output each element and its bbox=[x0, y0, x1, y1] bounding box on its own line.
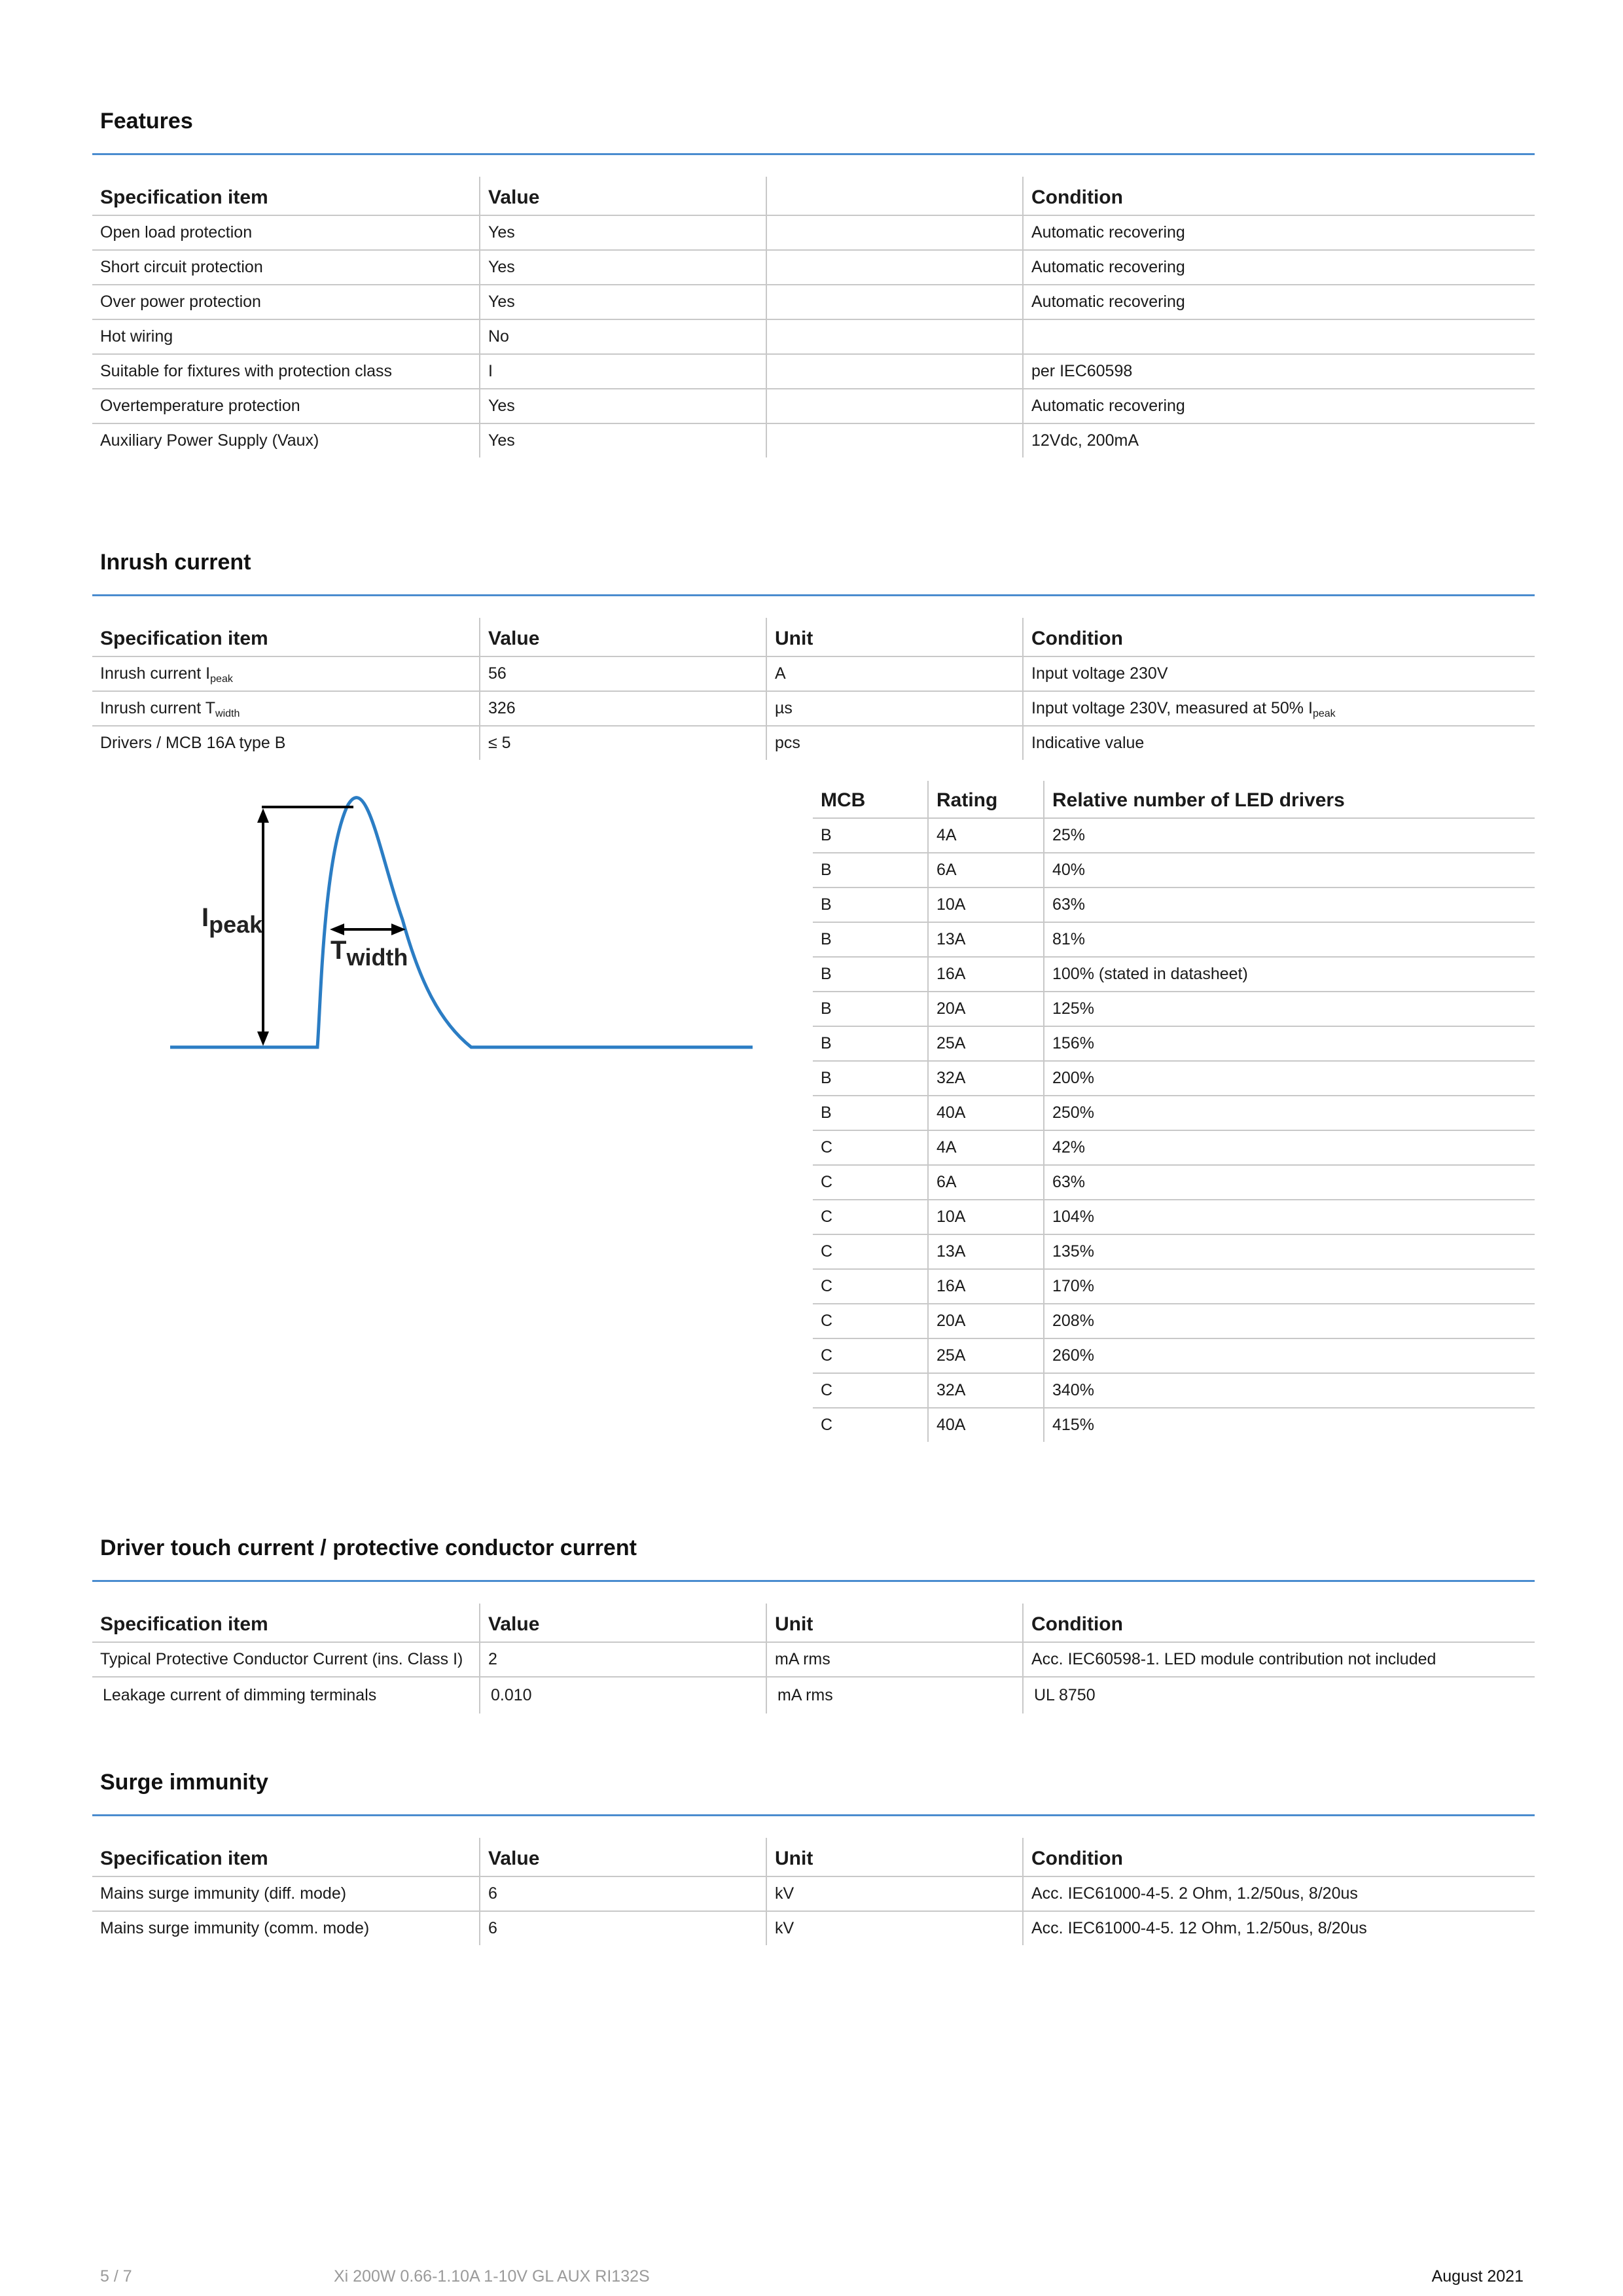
table-row bbox=[92, 726, 1535, 760]
peak-label-main: I bbox=[202, 903, 209, 932]
table-cell: Overtemperature protection bbox=[92, 389, 480, 423]
mcb-table bbox=[813, 781, 1535, 1442]
table-cell: 32A bbox=[928, 1373, 1044, 1408]
table-row bbox=[813, 1338, 1535, 1373]
table-cell bbox=[1023, 691, 1535, 726]
table-cell: 156% bbox=[1044, 1026, 1535, 1061]
cell-subscript: peak bbox=[210, 673, 233, 685]
table-cell: Mains surge immunity (comm. mode) bbox=[100, 1919, 370, 1937]
section-divider bbox=[92, 153, 1535, 155]
table-row bbox=[92, 1911, 1535, 1945]
table-cell: 6A bbox=[928, 1165, 1044, 1200]
table-cell: B bbox=[813, 1026, 928, 1061]
width-label-main: T bbox=[330, 936, 347, 965]
table-header-row bbox=[813, 781, 1535, 818]
table-cell: Yes bbox=[480, 215, 766, 250]
cell-text: Drivers / MCB 16A type B bbox=[100, 734, 286, 752]
table-cell: mA rms bbox=[766, 1642, 1023, 1677]
table-row bbox=[813, 1373, 1535, 1408]
table-cell: 10A bbox=[928, 888, 1044, 922]
table-row bbox=[813, 1096, 1535, 1130]
table-cell: 100% (stated in datasheet) bbox=[1044, 957, 1535, 992]
table-cell bbox=[766, 215, 1023, 250]
table-cell bbox=[766, 285, 1023, 319]
table-cell: Yes bbox=[480, 250, 766, 285]
table-cell: B bbox=[813, 1096, 928, 1130]
table-row bbox=[92, 389, 1535, 423]
table-cell: A bbox=[766, 656, 1023, 691]
cell-subscript: peak bbox=[1312, 708, 1336, 719]
table-row bbox=[92, 319, 1535, 354]
page-number: 5 / 7 bbox=[100, 2267, 132, 2286]
table-cell: Acc. IEC61000-4-5. 12 Ohm, 1.2/50us, 8/20us bbox=[1023, 1911, 1535, 1945]
section-divider bbox=[92, 594, 1535, 596]
table-cell: Yes bbox=[480, 423, 766, 457]
table-row bbox=[813, 1165, 1535, 1200]
table-cell: 32A bbox=[928, 1061, 1044, 1096]
table-cell bbox=[766, 423, 1023, 457]
section-divider bbox=[92, 1580, 1535, 1582]
table-cell: Leakage current of dimming terminals bbox=[103, 1686, 377, 1704]
table-cell: per IEC60598 bbox=[1023, 354, 1535, 389]
table-row bbox=[813, 1408, 1535, 1442]
table-cell: Auxiliary Power Supply (Vaux) bbox=[100, 431, 319, 450]
section-title-touch-current: Driver touch current / protective conductor current bbox=[100, 1535, 637, 1560]
table-cell: C bbox=[813, 1269, 928, 1304]
table-cell: 40% bbox=[1044, 853, 1535, 888]
column-header: Unit bbox=[766, 618, 1023, 656]
cell-text: Input voltage 230V, measured at 50% I bbox=[1031, 699, 1313, 717]
column-header: Value bbox=[480, 618, 766, 656]
column-header: Unit bbox=[766, 1604, 1023, 1642]
table-cell: 42% bbox=[1044, 1130, 1535, 1165]
table-cell: 10A bbox=[928, 1200, 1044, 1234]
table-cell: C bbox=[813, 1373, 928, 1408]
table-cell: C bbox=[813, 1200, 928, 1234]
table-row bbox=[813, 1269, 1535, 1304]
table-row bbox=[92, 691, 1535, 726]
table-cell: 56 bbox=[480, 656, 766, 691]
table-cell: B bbox=[813, 922, 928, 957]
table-header-row bbox=[92, 618, 1535, 656]
table-cell: 208% bbox=[1044, 1304, 1535, 1338]
column-header: MCB bbox=[813, 781, 928, 818]
table-cell: 13A bbox=[928, 922, 1044, 957]
table-header-row bbox=[92, 1838, 1535, 1876]
table-row bbox=[813, 1304, 1535, 1338]
table-cell: 125% bbox=[1044, 992, 1535, 1026]
table-cell: B bbox=[813, 853, 928, 888]
table-cell: UL 8750 bbox=[1023, 1677, 1535, 1713]
table-row bbox=[813, 853, 1535, 888]
table-cell: 6A bbox=[928, 853, 1044, 888]
cell-text: Inrush current T bbox=[100, 699, 216, 717]
table-cell: C bbox=[821, 1416, 833, 1434]
table-cell: Automatic recovering bbox=[1023, 285, 1535, 319]
table-cell: pcs bbox=[766, 726, 1023, 760]
table-cell bbox=[92, 726, 480, 760]
table-cell: 12Vdc, 200mA bbox=[1023, 423, 1535, 457]
table-cell: No bbox=[480, 319, 766, 354]
table-cell: 135% bbox=[1044, 1234, 1535, 1269]
table-cell bbox=[766, 250, 1023, 285]
table-cell: 81% bbox=[1044, 922, 1535, 957]
table-cell: 170% bbox=[1044, 1269, 1535, 1304]
table-cell: Open load protection bbox=[92, 215, 480, 250]
table-cell bbox=[766, 389, 1023, 423]
table-cell: B bbox=[813, 992, 928, 1026]
table-row bbox=[813, 992, 1535, 1026]
arrow-head-up bbox=[257, 808, 269, 823]
table-cell: Typical Protective Conductor Current (ins. Class I) bbox=[92, 1642, 480, 1677]
table-cell: ≤ 5 bbox=[480, 726, 766, 760]
table-cell bbox=[92, 691, 480, 726]
table-cell: kV bbox=[766, 1876, 1023, 1911]
table-cell: 250% bbox=[1044, 1096, 1535, 1130]
peak-label bbox=[202, 903, 263, 938]
table-row bbox=[813, 922, 1535, 957]
arrow-head-down bbox=[257, 1031, 269, 1046]
table-cell: 25A bbox=[928, 1026, 1044, 1061]
table-cell: B bbox=[813, 818, 928, 853]
table-cell: kV bbox=[766, 1911, 1023, 1945]
column-header: Condition bbox=[1023, 1838, 1535, 1876]
table-cell: Automatic recovering bbox=[1023, 215, 1535, 250]
table-row bbox=[92, 1876, 1535, 1911]
table-cell: 13A bbox=[928, 1234, 1044, 1269]
table-cell: 16A bbox=[928, 1269, 1044, 1304]
arrow-head-left bbox=[330, 924, 344, 935]
table-cell: Short circuit protection bbox=[92, 250, 480, 285]
column-header: Rating bbox=[928, 781, 1044, 818]
table-cell bbox=[1023, 726, 1535, 760]
table-cell: 63% bbox=[1044, 1165, 1535, 1200]
table-cell: B bbox=[813, 957, 928, 992]
product-name: Xi 200W 0.66-1.10A 1-10V GL AUX RI132S bbox=[334, 2267, 650, 2286]
inrush-pulse-diagram bbox=[164, 782, 759, 1064]
table-row bbox=[92, 1677, 1535, 1713]
table-header-row bbox=[92, 177, 1535, 215]
table-cell: 6 bbox=[480, 1911, 766, 1945]
table-row bbox=[813, 1234, 1535, 1269]
table-cell: I bbox=[480, 354, 766, 389]
table-cell bbox=[766, 319, 1023, 354]
column-header: Unit bbox=[766, 1838, 1023, 1876]
peak-label-sub: peak bbox=[209, 911, 263, 938]
table-cell: C bbox=[813, 1234, 928, 1269]
table-cell: 40A bbox=[928, 1096, 1044, 1130]
table-cell: 104% bbox=[1044, 1200, 1535, 1234]
column-header: Condition bbox=[1023, 1604, 1535, 1642]
column-header: Condition bbox=[1023, 177, 1535, 215]
table-row bbox=[92, 423, 1535, 457]
table-cell bbox=[766, 354, 1023, 389]
table-cell: Mains surge immunity (diff. mode) bbox=[92, 1876, 480, 1911]
column-header bbox=[766, 177, 1023, 215]
table-cell: Acc. IEC61000-4-5. 2 Ohm, 1.2/50us, 8/20us bbox=[1023, 1876, 1535, 1911]
table-row bbox=[813, 1200, 1535, 1234]
table-cell: Automatic recovering bbox=[1023, 250, 1535, 285]
document-date: August 2021 bbox=[1431, 2267, 1524, 2286]
table-row bbox=[92, 1642, 1535, 1677]
surge-table bbox=[92, 1838, 1535, 1945]
column-header: Value bbox=[480, 1838, 766, 1876]
section-title-inrush: Inrush current bbox=[100, 550, 251, 575]
table-row bbox=[813, 888, 1535, 922]
cell-text: Indicative value bbox=[1031, 734, 1145, 752]
table-cell: 4A bbox=[928, 818, 1044, 853]
table-cell: Yes bbox=[480, 285, 766, 319]
table-row bbox=[813, 1130, 1535, 1165]
cell-text: Inrush current I bbox=[100, 664, 211, 683]
table-row bbox=[92, 250, 1535, 285]
table-cell: 4A bbox=[928, 1130, 1044, 1165]
column-header: Specification item bbox=[92, 177, 480, 215]
table-cell: Hot wiring bbox=[92, 319, 480, 354]
table-cell: 200% bbox=[1044, 1061, 1535, 1096]
column-header: Specification item bbox=[92, 1604, 480, 1642]
cell-text: Input voltage 230V bbox=[1031, 664, 1168, 683]
table-cell: C bbox=[813, 1304, 928, 1338]
table-row bbox=[92, 285, 1535, 319]
table-cell: 63% bbox=[1044, 888, 1535, 922]
width-label bbox=[330, 936, 408, 971]
table-cell: 6 bbox=[480, 1876, 766, 1911]
table-row bbox=[813, 1026, 1535, 1061]
table-row bbox=[92, 215, 1535, 250]
table-cell: 340% bbox=[1044, 1373, 1535, 1408]
table-row bbox=[92, 656, 1535, 691]
table-cell: Over power protection bbox=[92, 285, 480, 319]
table-cell: 0.010 bbox=[480, 1677, 766, 1713]
table-cell: 415% bbox=[1044, 1408, 1535, 1442]
table-cell bbox=[1023, 319, 1535, 354]
touch-current-table bbox=[92, 1604, 1535, 1713]
table-cell: 2 bbox=[480, 1642, 766, 1677]
table-cell: Yes bbox=[480, 389, 766, 423]
table-row bbox=[813, 957, 1535, 992]
column-header: Condition bbox=[1023, 618, 1535, 656]
inrush-table bbox=[92, 618, 1535, 760]
table-cell: C bbox=[813, 1338, 928, 1373]
features-table bbox=[92, 177, 1535, 457]
table-cell: 25% bbox=[1044, 818, 1535, 853]
table-cell: Acc. IEC60598-1. LED module contribution not included bbox=[1023, 1642, 1535, 1677]
table-row bbox=[813, 818, 1535, 853]
column-header: Value bbox=[480, 1604, 766, 1642]
section-title-features: Features bbox=[100, 109, 193, 134]
table-cell: Suitable for fixtures with protection class bbox=[92, 354, 480, 389]
table-cell: 20A bbox=[928, 992, 1044, 1026]
table-header-row bbox=[92, 1604, 1535, 1642]
table-cell: µs bbox=[766, 691, 1023, 726]
column-header: Specification item bbox=[92, 618, 480, 656]
table-row bbox=[813, 1061, 1535, 1096]
column-header: Specification item bbox=[92, 1838, 480, 1876]
table-cell: B bbox=[813, 1061, 928, 1096]
table-cell bbox=[1023, 656, 1535, 691]
table-cell: 16A bbox=[928, 957, 1044, 992]
table-cell: Automatic recovering bbox=[1023, 389, 1535, 423]
table-cell: C bbox=[813, 1165, 928, 1200]
table-cell: 260% bbox=[1044, 1338, 1535, 1373]
table-cell: mA rms bbox=[766, 1677, 1023, 1713]
table-cell: 25A bbox=[928, 1338, 1044, 1373]
table-cell: C bbox=[813, 1130, 928, 1165]
cell-subscript: width bbox=[215, 708, 240, 719]
table-row bbox=[92, 354, 1535, 389]
table-cell: 326 bbox=[480, 691, 766, 726]
table-cell: B bbox=[813, 888, 928, 922]
column-header: Relative number of LED drivers bbox=[1044, 781, 1535, 818]
section-title-surge: Surge immunity bbox=[100, 1770, 268, 1795]
table-cell bbox=[92, 656, 480, 691]
table-cell: 40A bbox=[928, 1408, 1044, 1442]
width-label-sub: width bbox=[346, 944, 408, 971]
section-divider bbox=[92, 1814, 1535, 1816]
table-cell: 20A bbox=[928, 1304, 1044, 1338]
column-header: Value bbox=[480, 177, 766, 215]
